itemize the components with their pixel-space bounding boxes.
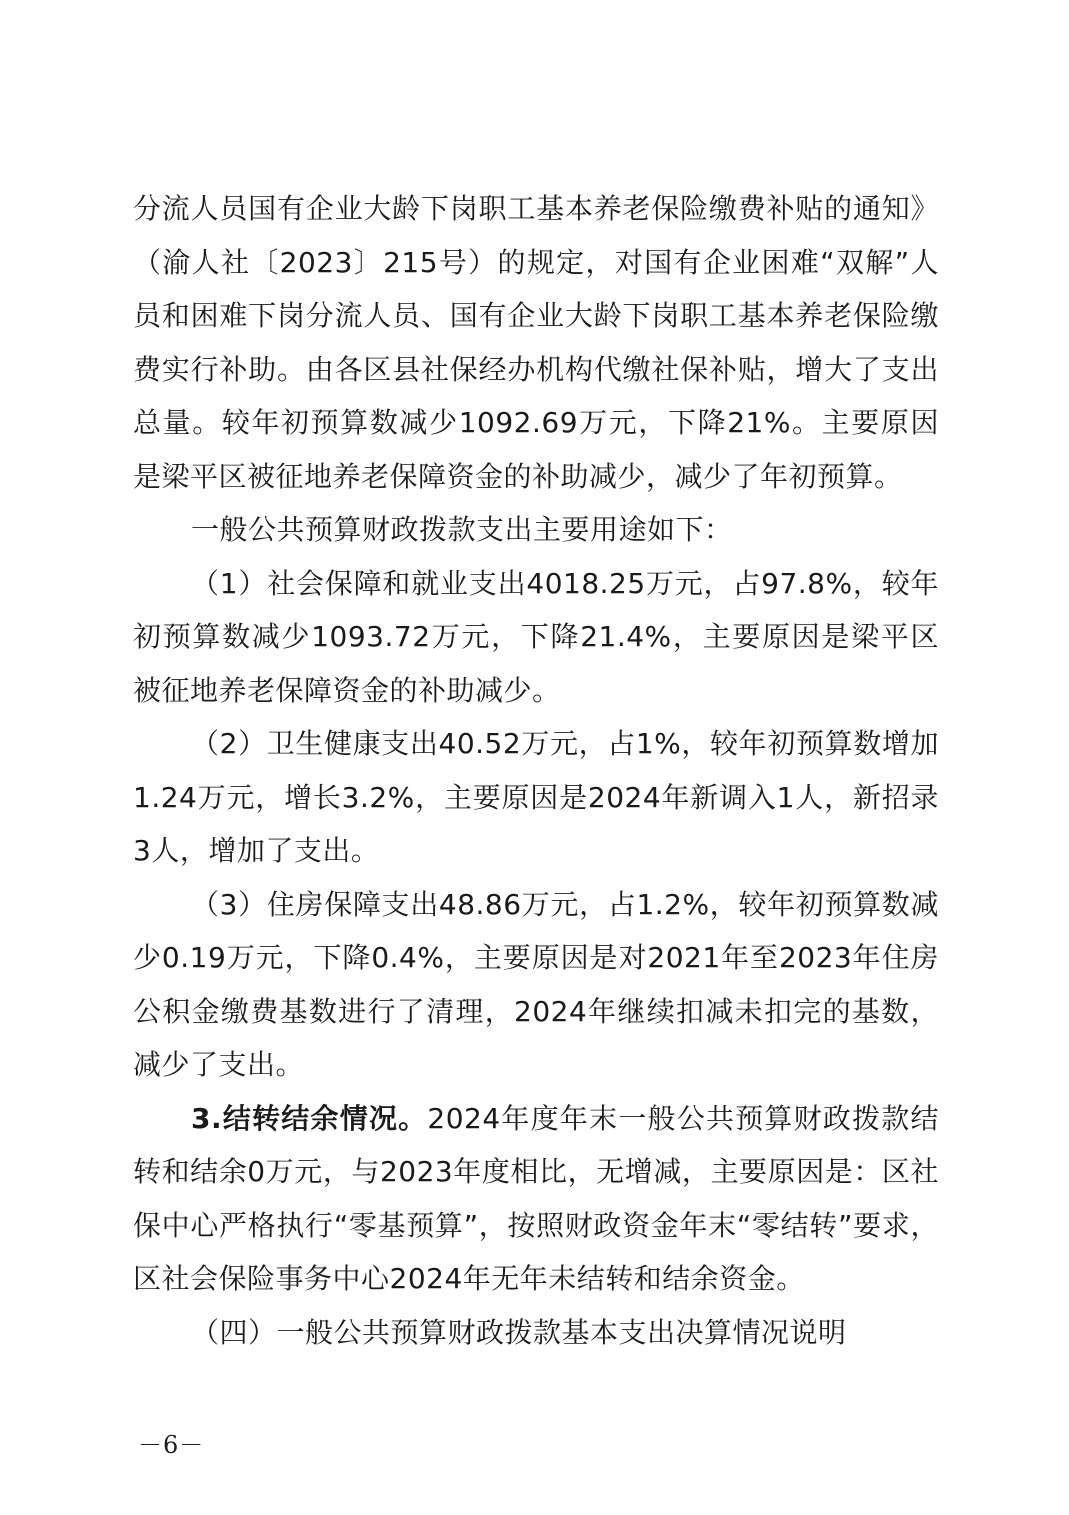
paragraph-usage-intro: 一般公共预算财政拨款支出主要用途如下： xyxy=(191,513,733,546)
paragraph-carryover xyxy=(133,1092,939,1306)
document-body xyxy=(133,182,939,1359)
page-number: －6－ xyxy=(138,1431,205,1459)
paragraph-housing: （3）住房保障支出48.86万元，占1.2%，较年初预算数减少0.19万元，下降0.4%，主要原因是对2021年至2023年住房公积金缴费基数进行了清理，2024年继续扣减未扣完的基数，减少了支出。 xyxy=(133,887,939,1081)
carryover-body: 2024年度年末一般公共预算财政拨款结转和结余0万元，与2023年度相比，无增减，主要原因是：区社保中心严格执行“零基预算”，按照财政资金年末“零结转”要求，区社会保险事务中心2024年无年未结转和结余资金。 xyxy=(133,1101,939,1295)
carryover-heading: 3.结转结余情况。 xyxy=(191,1101,428,1135)
paragraph-health: （2）卫生健康支出40.52万元，占1%，较年初预算数增加1.24万元，增长3.2%，主要原因是2024年新调入1人，新招录3人，增加了支出。 xyxy=(133,727,939,867)
section-heading: （四）一般公共预算财政拨款基本支出决算情况说明 xyxy=(191,1315,847,1349)
paragraph-continuation: 分流人员国有企业大龄下岗职工基本养老保险缴费补贴的通知》（渝人社〔2023〕215号）的规定，对国有企业困难“双解”人员和困难下岗分流人员、国有企业大龄下岗职工基本养老保险缴费实行补助。由各区县社保经办机构代缴社保补贴，增大了支出总量。较年初预算数减少1092.69万元，下降21%。主要原因是梁平区被征地养老保障资金的补助减少，减少了年初预算。 xyxy=(133,192,939,493)
paragraph-social-security: （1）社会保障和就业支出4018.25万元，占97.8%，较年初预算数减少1093.72万元，下降21.4%，主要原因是梁平区被征地养老保障资金的补助减少。 xyxy=(133,566,939,707)
